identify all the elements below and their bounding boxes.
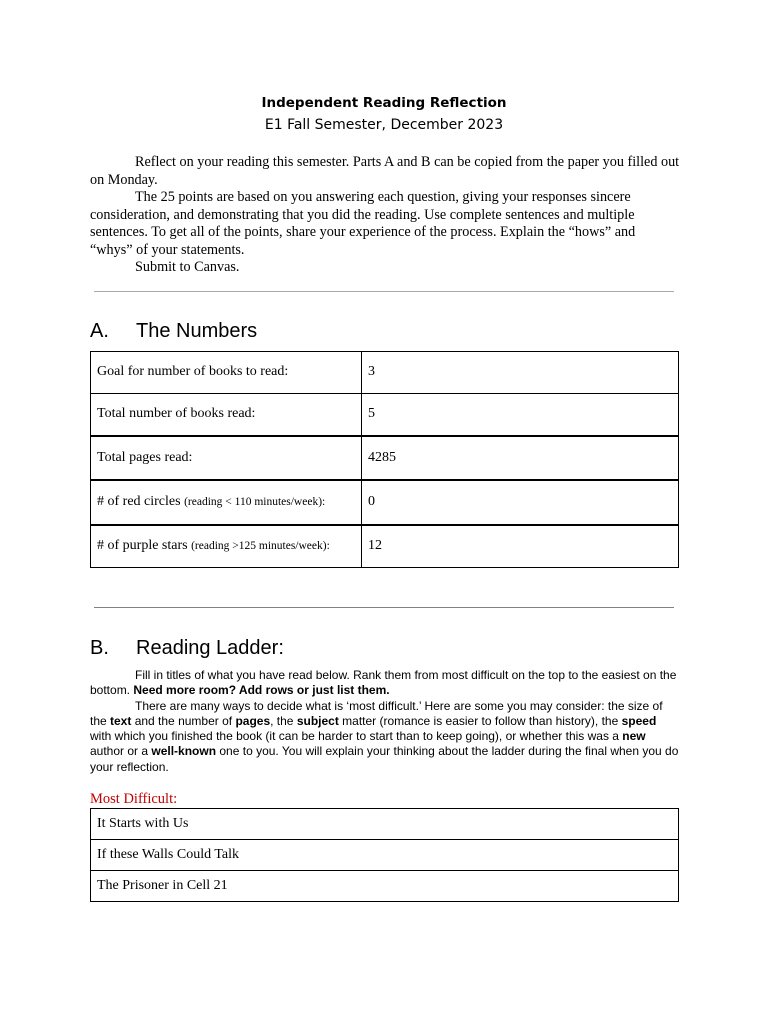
- row-value[interactable]: 4285: [362, 436, 679, 480]
- section-a-title: The Numbers: [136, 320, 258, 342]
- reading-ladder-table: [90, 808, 679, 902]
- section-a-heading: [90, 320, 257, 343]
- document-title: Independent Reading Reflection: [261, 95, 507, 111]
- most-difficult-label: Most Difficult:: [90, 791, 178, 807]
- ladder-instructions: [90, 668, 680, 775]
- table-row: [91, 436, 679, 480]
- row-label-text: # of purple stars: [97, 538, 192, 554]
- intro-paragraph-2: The 25 points are based on you answering each question, giving your responses sincere consideration, and demonstrating that you did the reading. Use complete sentences and multiple sentences. To get all of the points, share your experience of the process. Explain the “hows” and “whys” of your statements.: [90, 189, 636, 258]
- row-value[interactable]: 5: [362, 393, 679, 436]
- section-b-heading: [90, 637, 284, 660]
- table-row: [91, 840, 679, 871]
- row-label-note: (reading >125 minutes/week):: [191, 540, 330, 553]
- intro-instructions: [90, 154, 680, 277]
- row-value[interactable]: 12: [362, 525, 679, 568]
- section-b-letter: B.: [90, 637, 109, 659]
- row-label-text: Total pages read:: [97, 450, 193, 466]
- ladder-book-title[interactable]: The Prisoner in Cell 21: [91, 871, 679, 902]
- divider-middle: [94, 607, 674, 608]
- row-label: [91, 352, 362, 394]
- table-row: [91, 393, 679, 436]
- ladder-paragraph-1: Fill in titles of what you have read below. Rank them from most difficult on the top to the easiest on the bottom. Need more room? Add rows or just list them.: [90, 668, 677, 698]
- row-label: [91, 436, 362, 480]
- table-row: [91, 871, 679, 902]
- table-row: [91, 525, 679, 568]
- row-label: [91, 525, 362, 568]
- document-subtitle: E1 Fall Semester, December 2023: [264, 117, 504, 133]
- section-b-title: Reading Ladder:: [136, 637, 284, 659]
- row-value[interactable]: 0: [362, 480, 679, 524]
- intro-paragraph-1: Reflect on your reading this semester. Parts A and B can be copied from the paper you filled out on Monday.: [90, 154, 680, 188]
- row-label-text: # of red circles: [97, 494, 185, 510]
- numbers-table: [90, 351, 679, 568]
- ladder-bold-note: Need more room? Add rows or just list them.: [133, 683, 390, 698]
- row-label: [91, 393, 362, 436]
- section-a-letter: A.: [90, 320, 109, 342]
- divider-top: [94, 291, 674, 292]
- intro-paragraph-3: Submit to Canvas.: [135, 259, 240, 275]
- row-label-text: Goal for number of books to read:: [97, 364, 289, 380]
- row-label-text: Total number of books read:: [97, 406, 256, 422]
- ladder-paragraph-2: There are many ways to decide what is ‘most difficult.’ Here are some you may consider: the size of the text and the number of pages, the subject matter (romance is easier to follow than history), the speed with which you finished the book (it can be harder to start than to keep going), or whether this was a new author or a well-known one to you. You will explain your thinking about the ladder during the final when you do your reflection.: [90, 698, 679, 774]
- row-value[interactable]: 3: [362, 352, 679, 394]
- table-row: [91, 480, 679, 524]
- table-row: [91, 809, 679, 840]
- ladder-book-title[interactable]: It Starts with Us: [91, 809, 679, 840]
- ladder-book-title[interactable]: If these Walls Could Talk: [91, 840, 679, 871]
- row-label: [91, 480, 362, 524]
- row-label-note: (reading < 110 minutes/week):: [184, 496, 326, 509]
- table-row: [91, 352, 679, 394]
